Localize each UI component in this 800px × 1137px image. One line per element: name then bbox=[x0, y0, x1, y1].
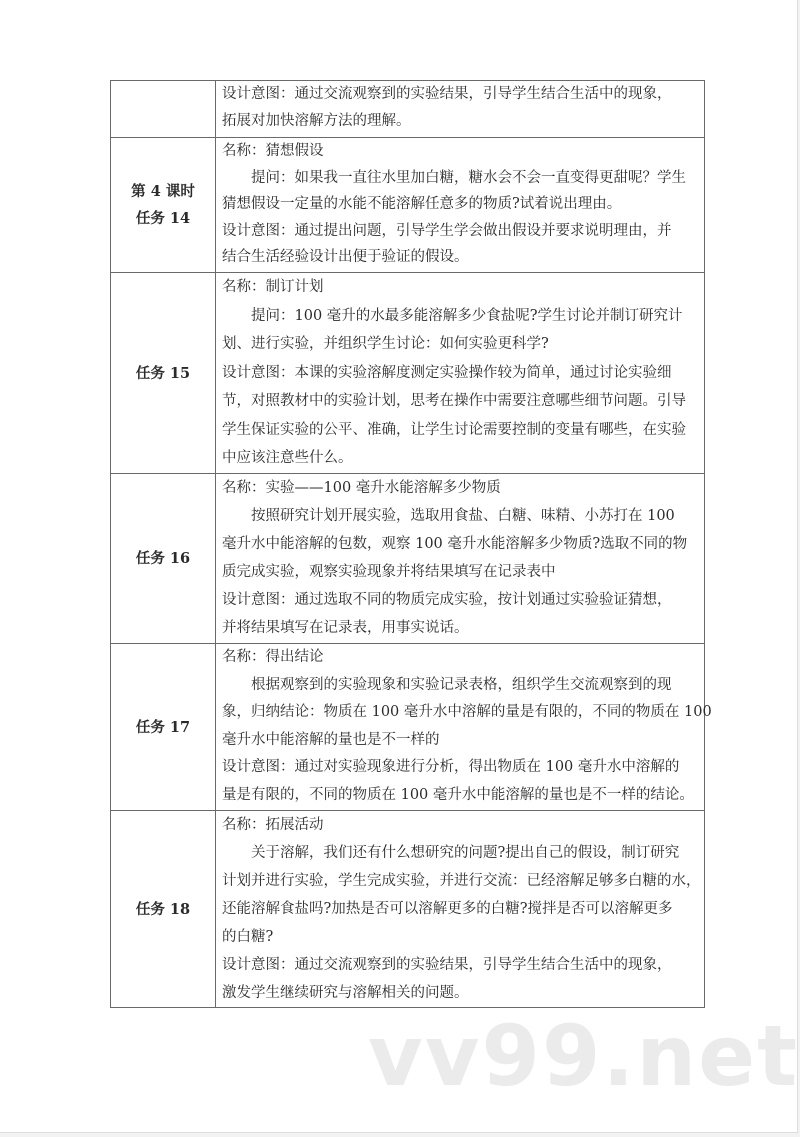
content-line: 拓展对加快溶解方法的理解。 bbox=[222, 113, 411, 129]
content-line: 名称：猜想假设 bbox=[222, 143, 324, 159]
content-line: 提问：如果我一直往水里加白糖，糖水会不会一直变得更甜呢？学生 bbox=[251, 169, 686, 186]
task-label: 第 4 课时 bbox=[131, 183, 195, 200]
task-content-cell bbox=[216, 644, 712, 811]
content-line: 设计意图：通过提出问题，引导学生学会做出假设并要求说明理由，并 bbox=[222, 222, 672, 239]
task-row bbox=[111, 474, 705, 644]
content-line: 名称：得出结论 bbox=[222, 649, 324, 665]
task-content-cell bbox=[216, 138, 705, 273]
content-line: 名称：制订计划 bbox=[222, 279, 324, 295]
content-line: 设计意图：本课的实验溶解度测定实验操作较为简单，通过讨论实验细 bbox=[222, 364, 672, 381]
content-line: 名称：实验——100 毫升水能溶解多少物质 bbox=[222, 480, 501, 496]
task-label: 任务 17 bbox=[135, 718, 191, 736]
task-label: 任务 16 bbox=[135, 550, 191, 567]
content-line: 按照研究计划开展实验，选取用食盐、白糖、味精、小苏打在 100 bbox=[251, 508, 675, 524]
content-line: 设计意图：通过对实验现象进行分析，得出物质在 100 毫升水中溶解的 bbox=[222, 759, 680, 776]
content-line: 节，对照教材中的实验计划，思考在操作中需要注意哪些细节问题。引导 bbox=[222, 393, 686, 409]
content-line: 划、进行实验，并组织学生讨论：如何实验更科学? bbox=[222, 336, 549, 352]
content-line: 的白糖? bbox=[222, 929, 274, 945]
content-line: 关于溶解，我们还有什么想研究的问题?提出自己的假设，制订研究 bbox=[251, 845, 680, 861]
task-label-cell bbox=[111, 81, 216, 138]
content-line: 激发学生继续研究与溶解相关的问题。 bbox=[222, 985, 469, 1001]
content-line: 名称：拓展活动 bbox=[222, 817, 324, 833]
task-content-cell bbox=[216, 474, 705, 644]
content-line: 学生保证实验的公平、准确，让学生讨论需要控制的变量有哪些，在实验 bbox=[222, 421, 686, 438]
content-line: 根据观察到的实验现象和实验记录表格，组织学生交流观察到的现 bbox=[251, 676, 672, 693]
task-label-cell bbox=[111, 138, 216, 273]
task-row bbox=[111, 644, 705, 811]
task-label-cell bbox=[111, 811, 216, 1008]
task-content-cell bbox=[216, 81, 705, 138]
watermark: vv99.net bbox=[368, 1007, 800, 1105]
task-label: 任务 14 bbox=[135, 210, 191, 227]
task-row bbox=[111, 273, 705, 474]
task-content-cell bbox=[216, 811, 705, 1008]
content-line: 设计意图：通过选取不同的物质完成实验，按计划通过实验验证猜想， bbox=[222, 592, 672, 608]
content-line: 毫升水中能溶解的包数，观察 100 毫升水能溶解多少物质?选取不同的物 bbox=[222, 536, 688, 552]
task-row bbox=[111, 81, 705, 138]
content-line: 象，归纳结论：物质在 100 毫升水中溶解的量是有限的，不同的物质在 100 bbox=[222, 704, 712, 721]
task-label-cell bbox=[111, 644, 216, 811]
task-label: 任务 18 bbox=[135, 900, 191, 918]
task-row bbox=[111, 811, 705, 1008]
task-label: 任务 15 bbox=[135, 364, 191, 382]
task-content-cell bbox=[216, 273, 705, 474]
task-label-cell bbox=[111, 474, 216, 644]
task-row bbox=[111, 138, 705, 273]
content-line: 质完成实验，观察实验现象并将结果填写在记录表中 bbox=[222, 564, 556, 580]
content-line: 结合生活经验设计出便于验证的假设。 bbox=[222, 249, 469, 265]
content-line: 设计意图：通过交流观察到的实验结果，引导学生结合生活中的现象， bbox=[222, 957, 672, 973]
task-label-cell bbox=[111, 273, 216, 474]
content-line: 中应该注意些什么。 bbox=[222, 450, 353, 466]
content-line: 还能溶解食盐吗?加热是否可以溶解更多的白糖?搅拌是否可以溶解更多 bbox=[222, 901, 673, 917]
content-line: 提问：100 毫升的水最多能溶解多少食盐呢?学生讨论并制订研究计 bbox=[251, 307, 683, 324]
content-line: 并将结果填写在记录表，用事实说话。 bbox=[222, 620, 469, 636]
content-line: 毫升水中能溶解的量也是不一样的 bbox=[222, 731, 440, 748]
content-line: 猜想假设一定量的水能不能溶解任意多的物质?试着说出理由。 bbox=[222, 196, 622, 212]
lesson-task-table bbox=[110, 80, 712, 1008]
content-line: 设计意图：通过交流观察到的实验结果，引导学生结合生活中的现象， bbox=[222, 86, 672, 102]
content-line: 量是有限的，不同的物质在 100 毫升水中能溶解的量也是不一样的结论。 bbox=[222, 786, 694, 803]
content-line: 计划并进行实验，学生完成实验，并进行交流：已经溶解足够多白糖的水， bbox=[222, 873, 701, 889]
